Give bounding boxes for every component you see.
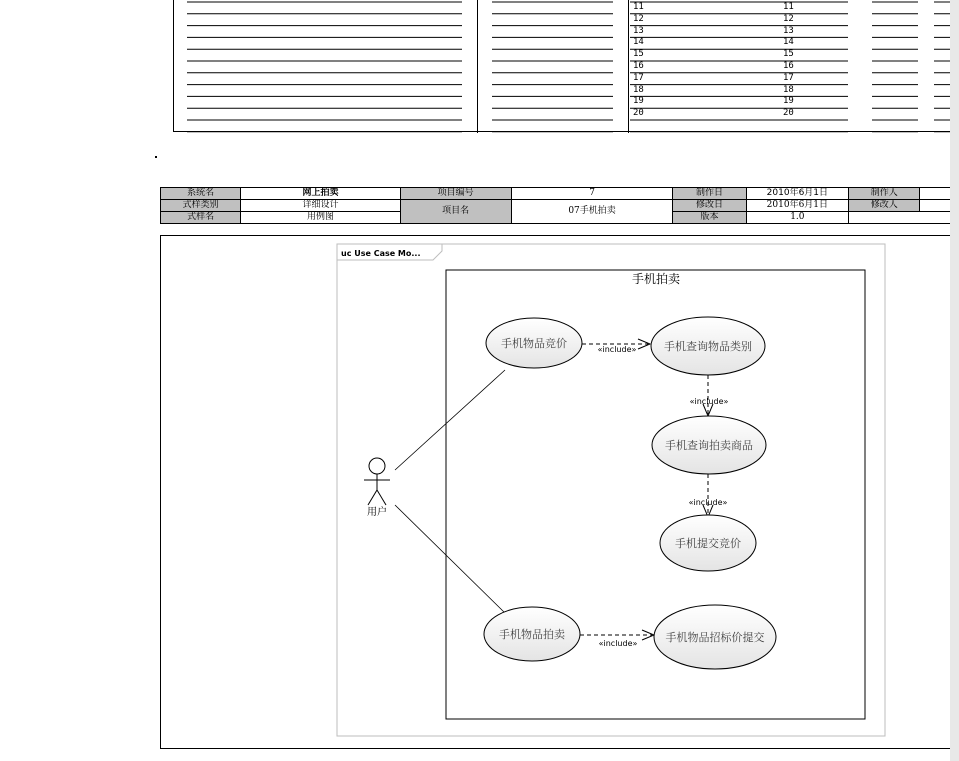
scrollbar-track[interactable] bbox=[950, 0, 959, 761]
row-number: 14 bbox=[783, 37, 794, 48]
modified-label: 修改日 bbox=[673, 200, 746, 212]
row-number: 15 bbox=[633, 49, 644, 60]
created-value: 2010年6月1日 bbox=[746, 188, 848, 200]
row-number: 20 bbox=[633, 108, 644, 119]
version-value: 1.0 bbox=[746, 212, 848, 224]
project-name-value: 07手机拍卖 bbox=[511, 200, 673, 224]
row-number: 15 bbox=[783, 49, 794, 60]
row-number: 12 bbox=[633, 13, 644, 24]
row-number: 16 bbox=[783, 61, 794, 71]
modifier-label: 修改人 bbox=[849, 200, 920, 212]
actor-user-label: 用户 bbox=[367, 507, 387, 518]
system-boundary-title: 手机拍卖 bbox=[631, 272, 681, 286]
row-number: 18 bbox=[783, 84, 794, 95]
row-number: 17 bbox=[633, 72, 644, 83]
modified-value: 2010年6月1日 bbox=[746, 200, 848, 212]
row-number: 20 bbox=[783, 108, 794, 119]
row-number: 11 bbox=[783, 2, 794, 12]
row-number: 17 bbox=[783, 72, 794, 83]
include-label: «include» bbox=[598, 639, 638, 648]
system-name-label: 系统名 bbox=[161, 188, 241, 200]
row-number: 13 bbox=[783, 25, 794, 36]
spec-type-label: 式样类别 bbox=[161, 200, 241, 212]
row-number: 18 bbox=[633, 84, 644, 95]
row-number: 14 bbox=[633, 37, 644, 48]
system-name-value: 网上拍卖 bbox=[241, 188, 400, 200]
row-number: 12 bbox=[783, 13, 794, 24]
row-number: 13 bbox=[633, 25, 644, 36]
use-case-query-category-label: 手机查询物品类别 bbox=[664, 340, 752, 353]
use-case-submit-price-label: 手机物品招标价提交 bbox=[665, 631, 765, 644]
actor-user-icon bbox=[364, 458, 390, 505]
use-case-submit-bid-label: 手机提交竞价 bbox=[675, 537, 741, 550]
include-label: «include» bbox=[689, 397, 729, 406]
spec-type-value: 详细设计 bbox=[241, 200, 400, 212]
project-no-value: 7 bbox=[511, 188, 673, 200]
row-number: 19 bbox=[783, 96, 794, 107]
spec-name-label: 式样名 bbox=[161, 212, 241, 224]
row-number: 19 bbox=[633, 96, 644, 107]
use-case-bid-label: 手机物品竞价 bbox=[501, 337, 567, 350]
use-case-auction-label: 手机物品拍卖 bbox=[499, 628, 565, 641]
use-case-query-goods-label: 手机查询拍卖商品 bbox=[665, 439, 753, 452]
row-number: 16 bbox=[633, 61, 644, 71]
created-label: 制作日 bbox=[673, 188, 746, 200]
author-label: 制作人 bbox=[849, 188, 920, 200]
version-label: 版本 bbox=[673, 212, 746, 224]
uc-frame-title: uc Use Case Mo... bbox=[341, 249, 421, 258]
row-number: 11 bbox=[633, 2, 644, 12]
spec-name-value: 用例图 bbox=[241, 212, 400, 224]
include-label: «include» bbox=[688, 498, 728, 507]
project-no-label: 项目编号 bbox=[400, 188, 511, 200]
include-label: «include» bbox=[597, 345, 637, 354]
project-name-label: 项目名 bbox=[400, 200, 511, 224]
